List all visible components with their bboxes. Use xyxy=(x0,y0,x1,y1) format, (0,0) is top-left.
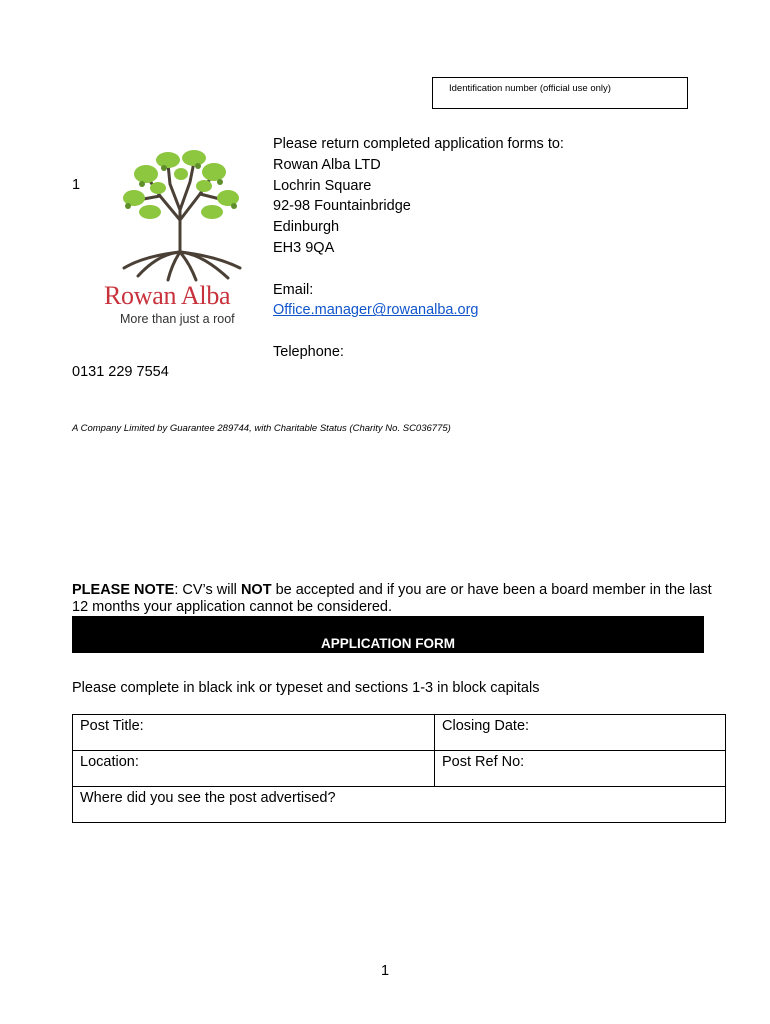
note-part2: be accepted and if you are or have been a board member in the last 12 months your application cannot be considered. xyxy=(72,582,712,615)
address-org: Rowan Alba LTD xyxy=(273,156,381,173)
post-title-label: Post Title: xyxy=(80,718,144,734)
telephone-number: 0131 229 7554 xyxy=(72,364,169,380)
spacer xyxy=(273,321,564,342)
location-label: Location: xyxy=(80,754,139,770)
tree-icon xyxy=(98,148,266,282)
section-number: 1 xyxy=(72,177,81,193)
note-emph: NOT xyxy=(240,582,272,598)
advertised-label: Where did you see the post advertised? xyxy=(80,790,336,806)
note-part1: : CV’s will xyxy=(174,582,241,598)
please-note xyxy=(72,582,712,616)
closing-date-field[interactable] xyxy=(435,715,726,751)
official-id-box xyxy=(432,77,688,109)
logo-tagline: More than just a roof xyxy=(120,312,235,326)
form-title: APPLICATION FORM xyxy=(321,636,455,651)
telephone-label: Telephone: xyxy=(273,343,344,360)
instructions: Please complete in black ink or typeset and sections 1-3 in block capitals xyxy=(72,680,540,696)
company-info: A Company Limited by Guarantee 289744, with Charitable Status (Charity No. SC036775) xyxy=(72,423,451,434)
logo-name: Rowan Alba xyxy=(104,281,231,310)
rowan-alba-logo xyxy=(98,148,266,332)
page-number: 1 xyxy=(380,963,390,979)
address-street2: 92-98 Fountainbridge xyxy=(273,198,411,215)
address-city: Edinburgh xyxy=(273,219,340,236)
return-address xyxy=(273,134,564,363)
form-title-bar xyxy=(72,616,704,653)
official-id-label: Identification number (official use only) xyxy=(449,83,611,94)
location-field[interactable] xyxy=(73,751,435,787)
advertised-field[interactable] xyxy=(73,787,726,823)
post-title-field[interactable] xyxy=(73,715,435,751)
spacer xyxy=(273,259,564,280)
post-ref-label: Post Ref No: xyxy=(442,754,525,770)
address-postcode: EH3 9QA xyxy=(273,239,335,256)
post-ref-field[interactable] xyxy=(435,751,726,787)
note-lead: PLEASE NOTE xyxy=(72,582,175,598)
post-details-table xyxy=(72,714,726,823)
email-label: Email: xyxy=(273,281,314,298)
return-heading: Please return completed application forms to: xyxy=(273,136,564,152)
email-link[interactable]: Office.manager@rowanalba.org xyxy=(273,302,479,319)
address-street: Lochrin Square xyxy=(273,177,372,194)
closing-date-label: Closing Date: xyxy=(442,718,530,734)
